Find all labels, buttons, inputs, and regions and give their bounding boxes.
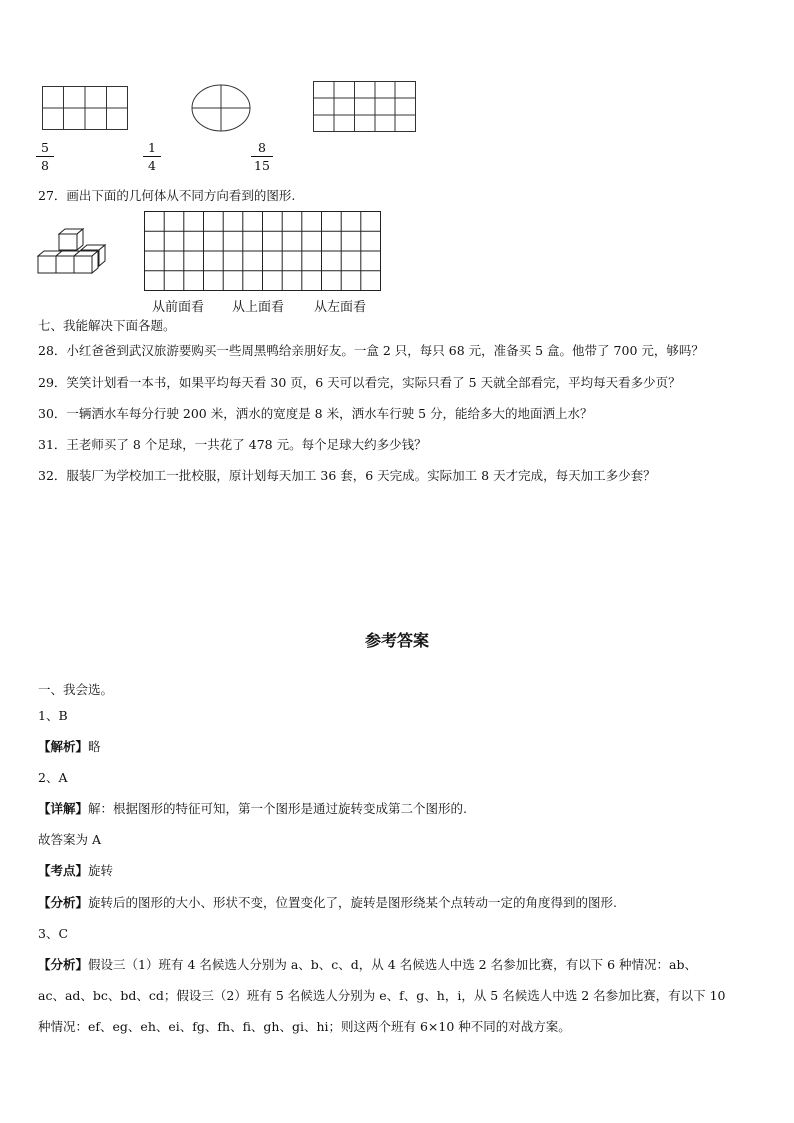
answer-1: 1、B: [38, 708, 68, 723]
answer-2-analysis: 【分析】旋转后的图形的大小、形状不变，位置变化了，旋转是图形绕某个点转动一定的角度得到的图形.: [38, 895, 617, 910]
answer-section-1: 一、我会选。: [38, 682, 114, 697]
cube-stack-figure: [37, 228, 107, 276]
view-front-label: 从前面看: [152, 300, 205, 315]
answer-2-result: 故答案为 A: [38, 832, 102, 847]
analysis-tag: 【分析】: [38, 895, 89, 910]
answer-2: 2、A: [38, 770, 68, 785]
point-tag: 【考点】: [38, 863, 89, 878]
fraction-8-15: 8 15: [251, 140, 273, 173]
analysis-tag: 【分析】: [38, 957, 89, 972]
answer-key-title: 参考答案: [364, 631, 429, 650]
answer-3-analysis-line3: 种情况：ef、eg、eh、ei、fg、fh、fi、gh、gi、hi；则这两个班有 6×10 种不同的对战方案。: [38, 1019, 571, 1034]
fraction-5-8: 5 8: [36, 140, 54, 173]
grid-rect-fifteenths: [313, 81, 416, 132]
view-left-label: 从左面看: [314, 300, 367, 315]
view-top-label: 从上面看: [232, 300, 285, 315]
question-27: 27．画出下面的几何体从不同方向看到的图形.: [38, 188, 296, 203]
drawing-grid: [144, 211, 381, 291]
detail-tag: 【详解】: [38, 801, 89, 816]
answer-2-detail: 【详解】解：根据图形的特征可知，第一个图形是通过旋转变成第二个图形的.: [38, 801, 467, 816]
fraction-1-4: 1 4: [143, 140, 161, 173]
answer-3: 3、C: [38, 926, 69, 941]
answer-3-analysis-line1: 【分析】假设三（1）班有 4 名候选人分别为 a、b、c、d，从 4 名候选人中选 2 名参加比赛，有以下 6 种情况：ab、: [38, 957, 697, 972]
question-28: 28．小红爸爸到武汉旅游要购买一些周黑鸭给亲朋好友。一盒 2 只，每只 68 元，准备买 5 盒。他带了 700 元，够吗？: [38, 343, 704, 358]
note-tag: 【解析】: [38, 739, 89, 754]
answer-3-analysis-line2: ac、ad、bc、bd、cd；假设三（2）班有 5 名候选人分别为 e、f、g、h，i，从 5 名候选人中选 2 名参加比赛，有以下 10: [38, 988, 726, 1003]
question-30: 30．一辆洒水车每分行驶 200 米，洒水的宽度是 8 米，洒水车行驶 5 分，能给多大的地面洒上水？: [38, 406, 593, 421]
grid-rect-eighths: [42, 86, 128, 130]
answer-2-point: 【考点】旋转: [38, 863, 114, 878]
question-31: 31．王老师买了 8 个足球，一共花了 478 元。每个足球大约多少钱？: [38, 437, 427, 452]
question-32: 32．服装厂为学校加工一批校服，原计划每天加工 36 套，6 天完成。实际加工 8 天才完成，每天加工多少套？: [38, 468, 656, 483]
question-29: 29．笑笑计划看一本书，如果平均每天看 30 页，6 天可以看完，实际只看了 5 天就全部看完，平均每天看多少页？: [38, 375, 681, 390]
answer-1-note: 【解析】略: [38, 739, 101, 754]
ellipse-quarters: [191, 84, 251, 132]
section-7-heading: 七、我能解决下面各题。: [38, 318, 176, 333]
